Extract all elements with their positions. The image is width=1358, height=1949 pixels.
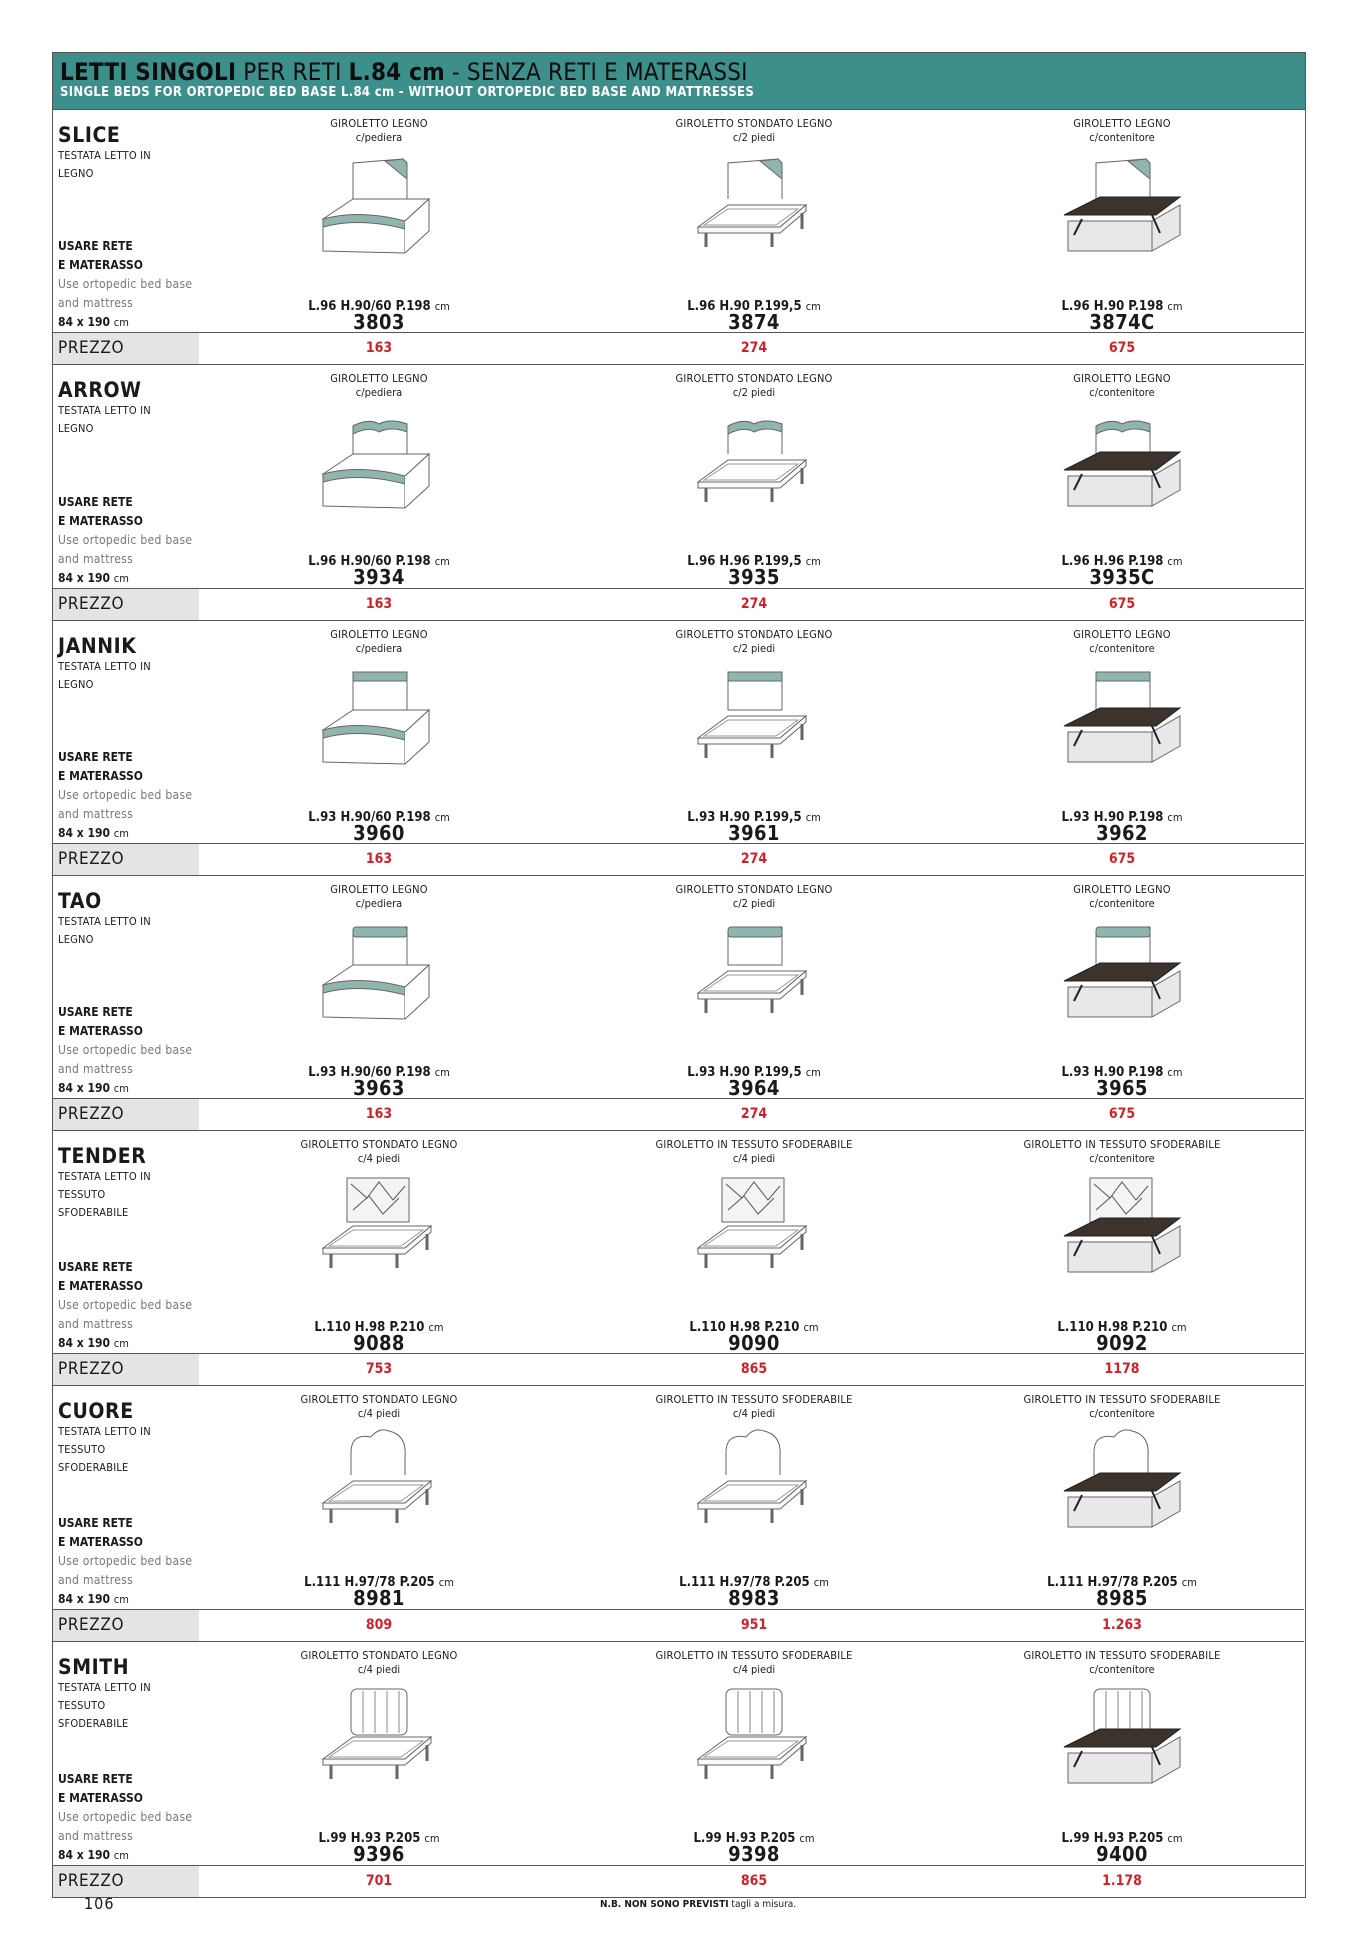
price-value: 675: [1108, 595, 1136, 612]
variant-label: GIROLETTO STONDATO LEGNO: [675, 627, 833, 641]
price-value: 163: [365, 340, 393, 357]
product-variant: [234, 110, 524, 332]
product-name: JANNIK: [58, 633, 137, 658]
product-name: TAO: [58, 888, 102, 913]
product-rows: [53, 110, 1304, 1897]
price-value: 163: [365, 595, 393, 612]
price-value: 274: [740, 1106, 768, 1123]
product-variant: [977, 1642, 1267, 1864]
product-description: TESTATA LETTO IN LEGNO: [58, 914, 151, 946]
variant-sublabel: c/4 piedi: [732, 1152, 776, 1166]
bed-legs-icon: [309, 1170, 449, 1288]
product-variant: [609, 621, 899, 843]
product-info: [53, 110, 198, 332]
variant-dimensions: L.96 H.96 P.199,5 cm: [687, 554, 821, 570]
price-value: 865: [740, 1361, 768, 1378]
price-value: 163: [365, 850, 393, 867]
product-name: ARROW: [58, 378, 142, 403]
variant-code: 9398: [728, 1841, 780, 1866]
variant-label: GIROLETTO IN TESSUTO SFODERABILE: [655, 1138, 853, 1152]
variant-dimensions: L.96 H.90/60 P.198 cm: [308, 299, 450, 314]
variant-label: GIROLETTO IN TESSUTO SFODERABILE: [1023, 1138, 1221, 1152]
page-title: LETTI SINGOLI PER RETI L.84 cm - SENZA RETI E MATERASSI: [60, 58, 748, 86]
variant-label: GIROLETTO LEGNO: [330, 627, 428, 641]
variant-label: GIROLETTO STONDATO LEGNO: [300, 1393, 458, 1407]
product-variant: [234, 1386, 524, 1611]
bed-footboard-icon: [309, 149, 449, 267]
product-variant: [234, 621, 524, 843]
price-label: PREZZO: [53, 1610, 199, 1641]
variant-code: 3962: [1096, 820, 1148, 845]
variant-code: 9092: [1096, 1331, 1148, 1356]
page-number: 106: [84, 1894, 115, 1913]
variant-sublabel: c/4 piedi: [357, 1662, 401, 1676]
variant-sublabel: c/contenitore: [1089, 1407, 1155, 1421]
price-value: 675: [1108, 1106, 1136, 1123]
variant-code: 3964: [728, 1075, 780, 1100]
variant-dimensions: L.99 H.93 P.205 cm: [318, 1830, 440, 1846]
variant-dimensions: L.93 H.90 P.198 cm: [1061, 809, 1183, 825]
variant-sublabel: c/contenitore: [1089, 1662, 1155, 1676]
price-row: [53, 588, 1304, 620]
product-row-tao: [53, 876, 1304, 1131]
variant-sublabel: c/contenitore: [1089, 641, 1155, 655]
variant-sublabel: c/contenitore: [1089, 896, 1155, 910]
mattress-note: USARE RETE E MATERASSO Use ortopedic bed base and mattress 84 x 190 cm: [58, 1260, 193, 1351]
variant-label: GIROLETTO LEGNO: [1073, 882, 1171, 896]
product-variant: [609, 365, 899, 590]
product-variant: [977, 1131, 1267, 1356]
page-subtitle: SINGLE BEDS FOR ORTOPEDIC BED BASE L.84 cm - WITHOUT ORTOPEDIC BED BASE AND MATTRESSES: [60, 85, 755, 100]
product-variant: [234, 1131, 524, 1356]
product-variant: [609, 1642, 899, 1864]
product-variant: [977, 365, 1267, 590]
bed-storage-icon: [1052, 149, 1192, 267]
variant-code: 3960: [353, 820, 405, 845]
price-row: [53, 332, 1304, 364]
mattress-note: USARE RETE E MATERASSO Use ortopedic bed base and mattress 84 x 190 cm: [58, 1005, 193, 1096]
product-variant: [234, 1642, 524, 1864]
page-header: [53, 53, 1305, 110]
variant-code: 8985: [1096, 1586, 1148, 1611]
variant-code: 8981: [353, 1586, 405, 1611]
variant-code: 3803: [353, 310, 405, 334]
mattress-note: USARE RETE E MATERASSO Use ortopedic bed base and mattress 84 x 190 cm: [58, 494, 193, 585]
price-value: 274: [740, 595, 768, 612]
variant-code: 3963: [353, 1075, 405, 1100]
price-label: PREZZO: [53, 333, 199, 364]
bed-legs-icon: [684, 1681, 824, 1799]
product-info: [53, 365, 198, 587]
product-row-smith: [53, 1642, 1304, 1897]
variant-label: GIROLETTO STONDATO LEGNO: [300, 1648, 458, 1662]
price-row: [53, 843, 1304, 875]
variant-code: 3935C: [1089, 565, 1155, 590]
product-info: [53, 621, 198, 843]
variant-sublabel: c/4 piedi: [357, 1152, 401, 1166]
product-row-arrow: [53, 365, 1304, 620]
variant-dimensions: L.111 H.97/78 P.205 cm: [679, 1575, 829, 1591]
variant-dimensions: L.111 H.97/78 P.205 cm: [304, 1575, 454, 1591]
variant-sublabel: c/pediera: [355, 386, 403, 400]
variant-label: GIROLETTO LEGNO: [1073, 627, 1171, 641]
price-label: PREZZO: [53, 1099, 199, 1130]
product-description: TESTATA LETTO IN LEGNO: [58, 404, 151, 436]
bed-storage-icon: [1052, 1170, 1192, 1288]
catalog-sheet: [52, 52, 1306, 1898]
mattress-note: USARE RETE E MATERASSO Use ortopedic bed base and mattress 84 x 190 cm: [58, 1771, 193, 1862]
product-name: TENDER: [58, 1144, 147, 1169]
variant-code: 8983: [728, 1586, 780, 1611]
variant-dimensions: L.96 H.96 P.198 cm: [1061, 554, 1183, 570]
variant-dimensions: L.93 H.90 P.198 cm: [1061, 1064, 1183, 1080]
product-variant: [234, 876, 524, 1098]
variant-dimensions: L.110 H.98 P.210 cm: [689, 1320, 819, 1336]
variant-code: 9088: [353, 1331, 405, 1356]
variant-sublabel: c/contenitore: [1089, 1152, 1155, 1166]
variant-code: 3874: [728, 310, 780, 334]
bed-footboard-icon: [309, 915, 449, 1033]
product-variant: [609, 110, 899, 332]
variant-code: 9396: [353, 1841, 405, 1866]
product-row-tender: [53, 1131, 1304, 1386]
variant-code: 9400: [1096, 1841, 1148, 1866]
price-value: 865: [740, 1872, 768, 1889]
bed-footboard-icon: [309, 660, 449, 778]
bed-footboard-icon: [309, 404, 449, 522]
variant-label: GIROLETTO IN TESSUTO SFODERABILE: [1023, 1393, 1221, 1407]
product-description: TESTATA LETTO IN LEGNO: [58, 659, 151, 691]
bed-storage-icon: [1052, 915, 1192, 1033]
variant-code: 3935: [728, 565, 780, 590]
bed-storage-icon: [1052, 1681, 1192, 1799]
product-row-slice: [53, 110, 1304, 365]
product-description: TESTATA LETTO IN TESSUTO SFODERABILE: [58, 1170, 151, 1220]
variant-sublabel: c/4 piedi: [732, 1662, 776, 1676]
variant-code: 3961: [728, 820, 780, 845]
price-value: 1.178: [1102, 1872, 1142, 1889]
variant-sublabel: c/2 piedi: [732, 896, 776, 910]
variant-label: GIROLETTO LEGNO: [330, 372, 428, 386]
variant-sublabel: c/contenitore: [1089, 386, 1155, 400]
price-value: 753: [365, 1361, 393, 1378]
product-description: TESTATA LETTO IN TESSUTO SFODERABILE: [58, 1425, 151, 1475]
footer-note: N.B. NON SONO PREVISTI tagli a misura.: [600, 1899, 797, 1910]
variant-sublabel: c/2 piedi: [732, 386, 776, 400]
price-row: [53, 1609, 1304, 1641]
variant-label: GIROLETTO STONDATO LEGNO: [300, 1138, 458, 1152]
variant-label: GIROLETTO LEGNO: [1073, 117, 1171, 130]
product-row-jannik: [53, 621, 1304, 876]
product-variant: [609, 1386, 899, 1611]
mattress-note: USARE RETE E MATERASSO Use ortopedic bed base and mattress 84 x 190 cm: [58, 239, 193, 330]
price-row: [53, 1865, 1304, 1897]
variant-dimensions: L.93 H.90/60 P.198 cm: [308, 1064, 450, 1080]
variant-sublabel: c/contenitore: [1089, 131, 1155, 144]
product-info: [53, 1386, 198, 1608]
variant-sublabel: c/2 piedi: [732, 641, 776, 655]
price-value: 675: [1108, 340, 1136, 357]
bed-legs-icon: [684, 1170, 824, 1288]
product-name: SLICE: [58, 123, 121, 147]
product-info: [53, 876, 198, 1098]
variant-code: 3965: [1096, 1075, 1148, 1100]
product-variant: [977, 621, 1267, 843]
variant-label: GIROLETTO IN TESSUTO SFODERABILE: [1023, 1648, 1221, 1662]
bed-legs-icon: [684, 149, 824, 267]
variant-dimensions: L.96 H.90 P.198 cm: [1061, 299, 1183, 314]
price-label: PREZZO: [53, 1866, 199, 1897]
product-variant: [609, 1131, 899, 1356]
variant-code: 3874C: [1089, 310, 1155, 334]
price-value: 675: [1108, 850, 1136, 867]
product-description: TESTATA LETTO IN LEGNO: [58, 149, 151, 180]
bed-legs-icon: [684, 660, 824, 778]
price-row: [53, 1098, 1304, 1130]
price-value: 274: [740, 340, 768, 357]
variant-dimensions: L.93 H.90 P.199,5 cm: [687, 1064, 821, 1080]
bed-storage-icon: [1052, 404, 1192, 522]
variant-dimensions: L.110 H.98 P.210 cm: [1057, 1320, 1187, 1336]
variant-code: 3934: [353, 565, 405, 590]
variant-label: GIROLETTO STONDATO LEGNO: [675, 372, 833, 386]
variant-label: GIROLETTO LEGNO: [1073, 372, 1171, 386]
product-variant: [977, 110, 1267, 332]
price-label: PREZZO: [53, 844, 199, 875]
bed-legs-icon: [684, 404, 824, 522]
product-description: TESTATA LETTO IN TESSUTO SFODERABILE: [58, 1680, 151, 1730]
variant-dimensions: L.96 H.90/60 P.198 cm: [308, 554, 450, 570]
variant-dimensions: L.110 H.98 P.210 cm: [314, 1320, 444, 1336]
bed-legs-icon: [309, 1425, 449, 1543]
bed-legs-icon: [684, 1425, 824, 1543]
variant-dimensions: L.99 H.93 P.205 cm: [1061, 1830, 1183, 1846]
variant-label: GIROLETTO LEGNO: [330, 882, 428, 896]
product-variant: [977, 1386, 1267, 1611]
variant-sublabel: c/2 piedi: [732, 131, 776, 144]
variant-label: GIROLETTO STONDATO LEGNO: [675, 117, 833, 130]
variant-dimensions: L.111 H.97/78 P.205 cm: [1047, 1575, 1197, 1591]
product-info: [53, 1642, 198, 1865]
variant-dimensions: L.93 H.90/60 P.198 cm: [308, 809, 450, 825]
variant-sublabel: c/4 piedi: [357, 1407, 401, 1421]
product-name: SMITH: [58, 1654, 130, 1679]
variant-sublabel: c/pediera: [355, 641, 403, 655]
variant-sublabel: c/pediera: [355, 131, 403, 144]
price-row: [53, 1353, 1304, 1385]
variant-label: GIROLETTO LEGNO: [330, 117, 428, 130]
product-variant: [609, 876, 899, 1098]
price-value: 1178: [1104, 1361, 1140, 1378]
price-value: 951: [740, 1616, 768, 1633]
price-label: PREZZO: [53, 1354, 199, 1385]
bed-legs-icon: [309, 1681, 449, 1799]
price-value: 809: [365, 1616, 393, 1633]
variant-dimensions: L.93 H.90 P.199,5 cm: [687, 809, 821, 825]
price-label: PREZZO: [53, 589, 199, 620]
product-variant: [234, 365, 524, 590]
mattress-note: USARE RETE E MATERASSO Use ortopedic bed base and mattress 84 x 190 cm: [58, 1515, 193, 1606]
mattress-note: USARE RETE E MATERASSO Use ortopedic bed base and mattress 84 x 190 cm: [58, 749, 193, 840]
price-value: 274: [740, 850, 768, 867]
variant-label: GIROLETTO STONDATO LEGNO: [675, 882, 833, 896]
price-value: 701: [365, 1872, 393, 1889]
product-name: CUORE: [58, 1399, 134, 1424]
product-info: [53, 1131, 198, 1353]
price-value: 1.263: [1102, 1616, 1142, 1633]
variant-sublabel: c/pediera: [355, 896, 403, 910]
variant-code: 9090: [728, 1331, 780, 1356]
variant-sublabel: c/4 piedi: [732, 1407, 776, 1421]
variant-dimensions: L.99 H.93 P.205 cm: [693, 1830, 815, 1846]
bed-storage-icon: [1052, 660, 1192, 778]
variant-label: GIROLETTO IN TESSUTO SFODERABILE: [655, 1393, 853, 1407]
bed-legs-icon: [684, 915, 824, 1033]
price-value: 163: [365, 1106, 393, 1123]
product-variant: [977, 876, 1267, 1098]
variant-label: GIROLETTO IN TESSUTO SFODERABILE: [655, 1648, 853, 1662]
bed-storage-icon: [1052, 1425, 1192, 1543]
variant-dimensions: L.96 H.90 P.199,5 cm: [687, 299, 821, 314]
product-row-cuore: [53, 1386, 1304, 1641]
